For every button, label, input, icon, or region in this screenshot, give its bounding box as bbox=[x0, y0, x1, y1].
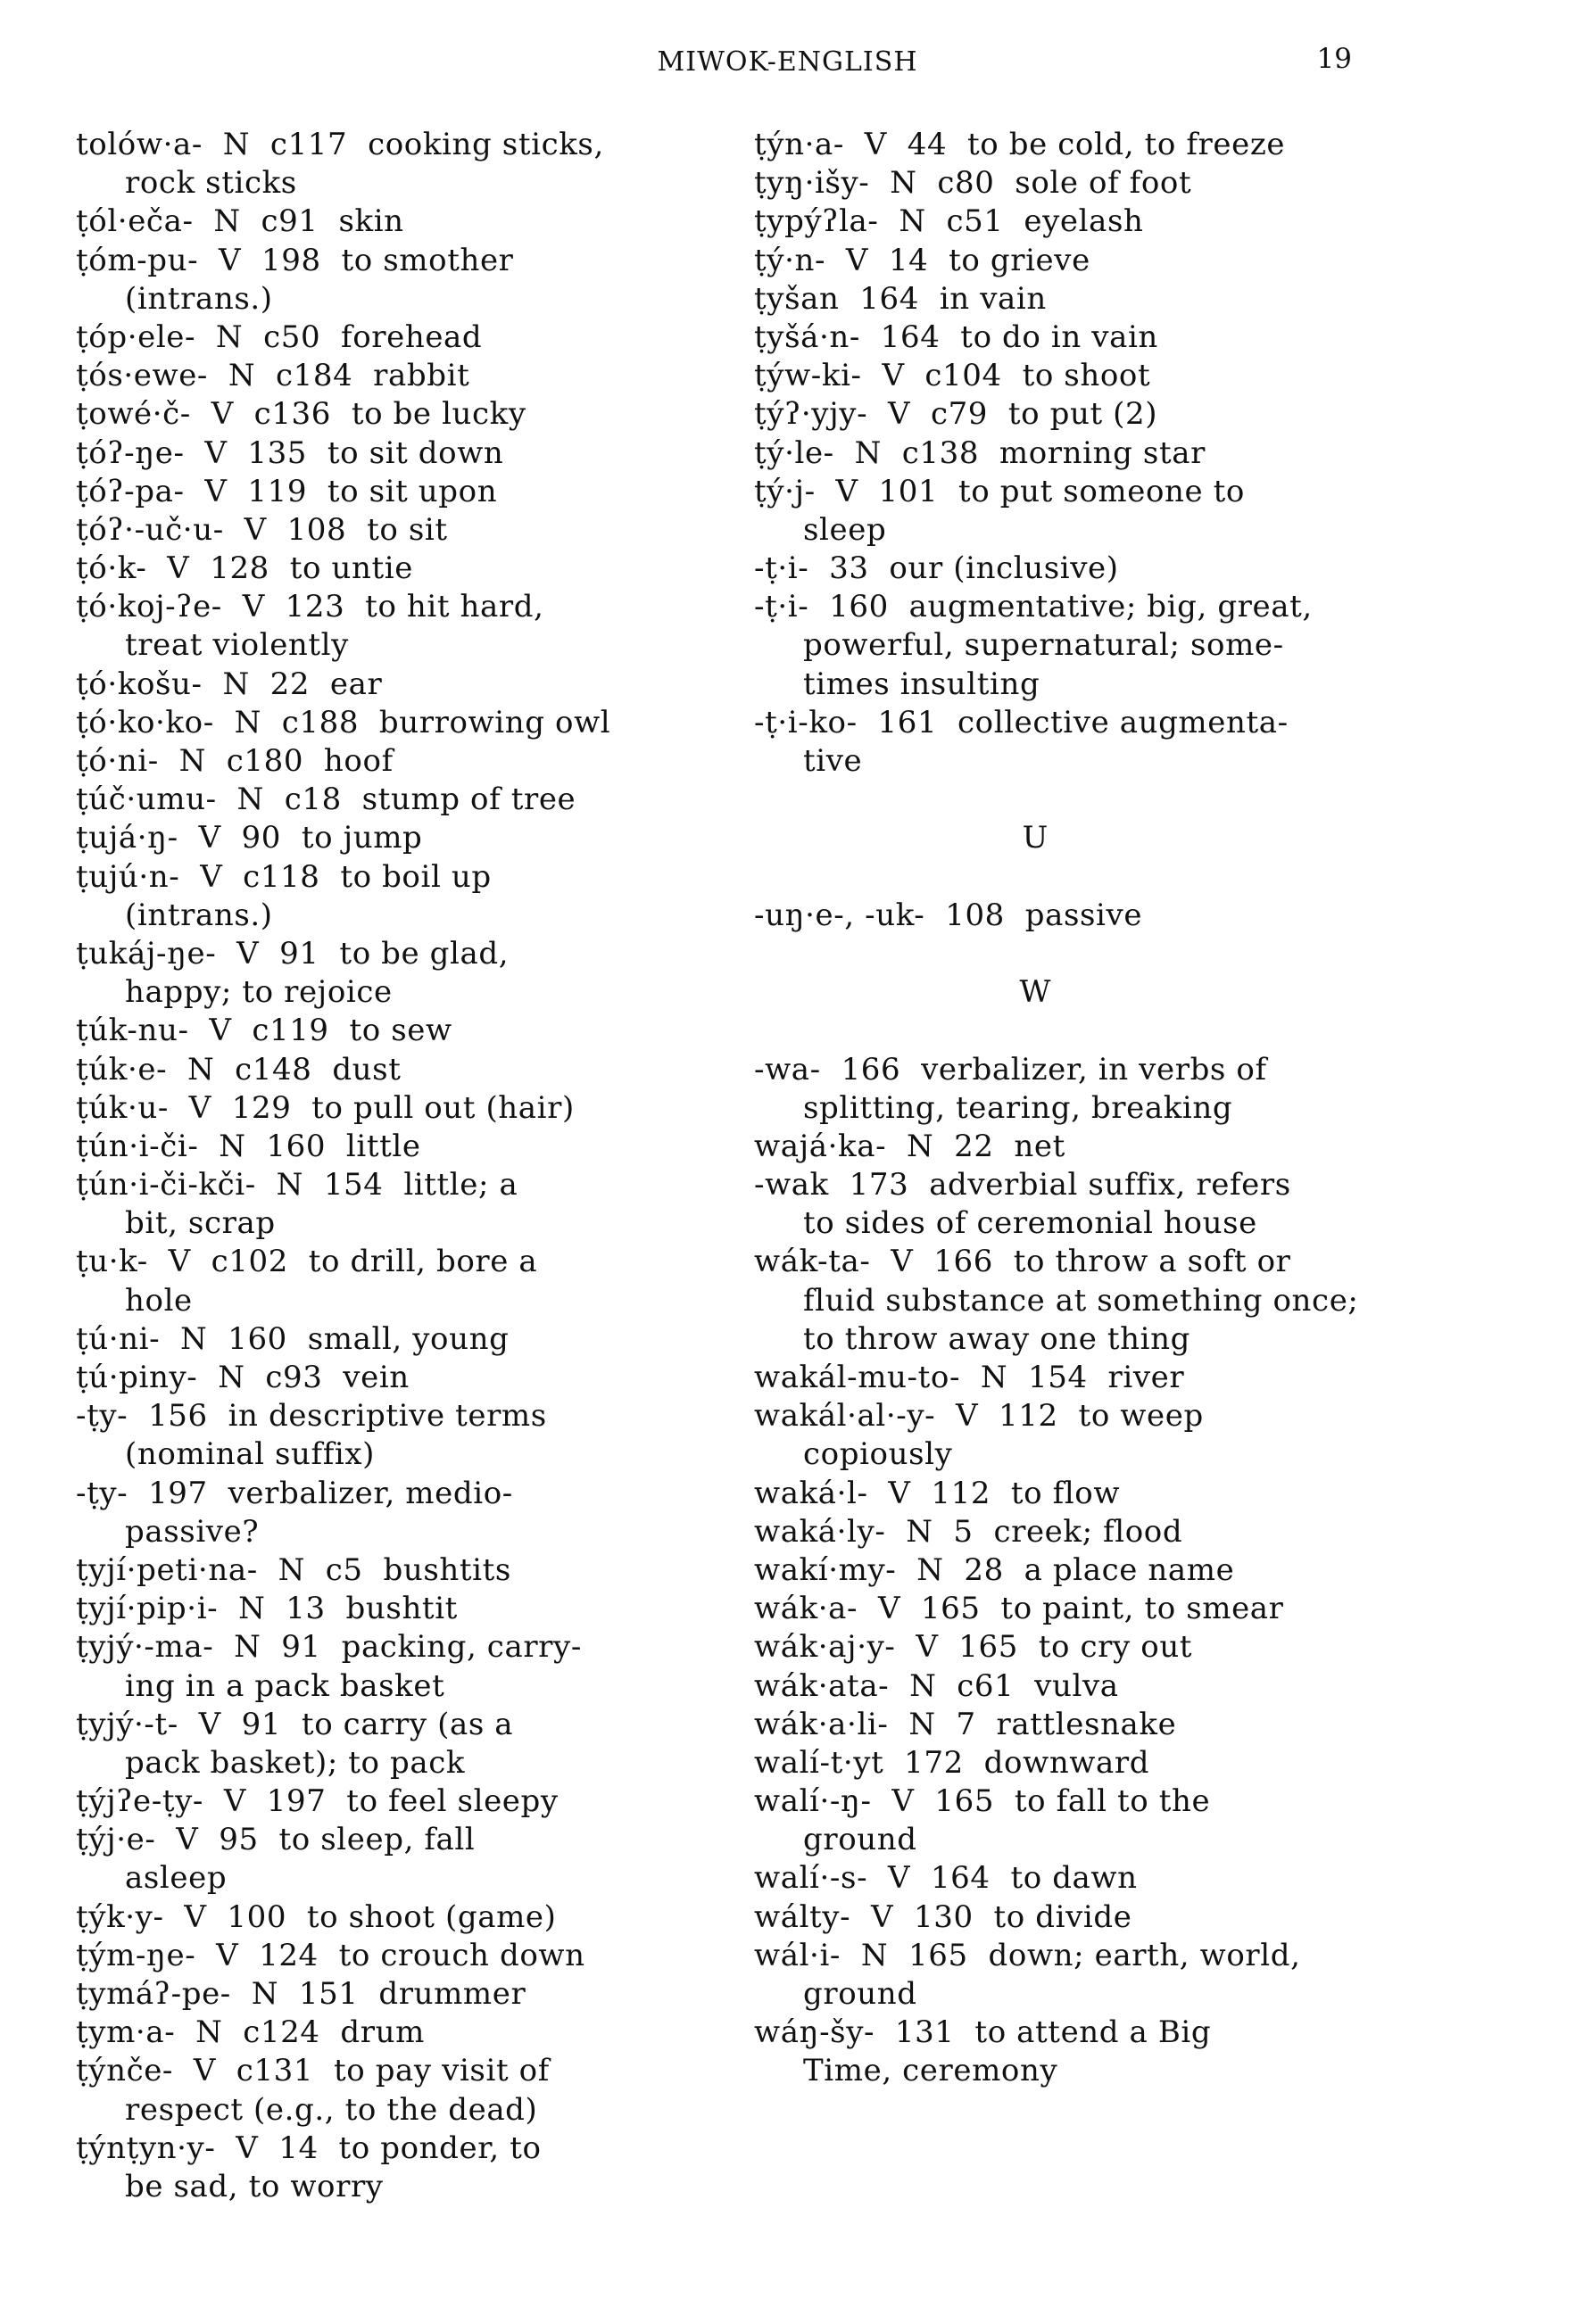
entry-line: ṭyjí·peti·na- N c5 bushtits bbox=[76, 1551, 511, 1588]
entry-line: wakí·my- N 28 a place name bbox=[754, 1551, 1235, 1588]
entry-line: ṭyjí·pip·i- N 13 bushtit bbox=[76, 1591, 458, 1627]
entry-line: ṭú·ni- N 160 small, young bbox=[76, 1320, 510, 1357]
left-column bbox=[76, 126, 754, 2206]
entry-line: -wak 173 adverbial suffix, refers bbox=[754, 1167, 1291, 1203]
entry-line: ṭóʔ-pa- V 119 to sit upon bbox=[76, 473, 498, 509]
entry-line: ṭún·i-či-kči- N 154 little; a bbox=[76, 1167, 518, 1203]
entry-line: ṭúk-nu- V c119 to sew bbox=[76, 1013, 452, 1049]
entry-line: ṭýʔ·yjy- V c79 to put (2) bbox=[754, 396, 1158, 433]
entry-line: ṭý·le- N c138 morning star bbox=[754, 434, 1206, 471]
entry-continuation: rock sticks bbox=[125, 165, 297, 202]
entry-continuation: respect (e.g., to the dead) bbox=[125, 2091, 538, 2128]
entry-line: wakál·al·-y- V 112 to weep bbox=[754, 1398, 1204, 1435]
entry-continuation: passive? bbox=[125, 1513, 260, 1550]
entry-line: waká·l- V 112 to flow bbox=[754, 1475, 1121, 1511]
entry-continuation: splitting, tearing, breaking bbox=[803, 1089, 1233, 1126]
entry-line: ṭúč·umu- N c18 stump of tree bbox=[76, 782, 576, 818]
entry-continuation: pack basket); to pack bbox=[125, 1744, 466, 1781]
page-number: 19 bbox=[1316, 43, 1352, 75]
entry-continuation: to sides of ceremonial house bbox=[803, 1205, 1257, 1242]
entry-line: ṭým-ŋe- V 124 to crouch down bbox=[76, 1937, 585, 1973]
entry-continuation: (nominal suffix) bbox=[125, 1436, 376, 1473]
entry-line: ṭyŋ·išy- N c80 sole of foot bbox=[754, 165, 1192, 202]
entry-line: ṭýjʔe-ṭy- V 197 to feel sleepy bbox=[76, 1783, 559, 1820]
entry-line: ṭóʔ·-uč·u- V 108 to sit bbox=[76, 511, 448, 548]
entry-continuation: to throw away one thing bbox=[803, 1320, 1190, 1357]
entry-continuation: treat violently bbox=[125, 627, 349, 664]
entry-line: wák-ta- V 166 to throw a soft or bbox=[754, 1244, 1291, 1280]
entry-line: -ṭ·i-ko- 161 collective augmenta- bbox=[754, 704, 1289, 740]
entry-line: ṭu·k- V c102 to drill, bore a bbox=[76, 1244, 538, 1280]
entry-line: walí·-s- V 164 to dawn bbox=[754, 1860, 1138, 1897]
entry-line: ṭý·n- V 14 to grieve bbox=[754, 242, 1090, 278]
entry-line: -ṭ·i- 160 augmentative; big, great, bbox=[754, 589, 1313, 625]
entry-continuation: (intrans.) bbox=[125, 897, 273, 933]
entry-line: waká·ly- N 5 creek; flood bbox=[754, 1513, 1183, 1550]
entry-line: wák·a·li- N 7 rattlesnake bbox=[754, 1706, 1177, 1742]
entry-line: -ṭ·i- 33 our (inclusive) bbox=[754, 550, 1119, 587]
entry-line: ṭó·ko·ko- N c188 burrowing owl bbox=[76, 704, 611, 740]
entry-line: -wa- 166 verbalizer, in verbs of bbox=[754, 1051, 1267, 1088]
entry-line: ṭúk·e- N c148 dust bbox=[76, 1051, 402, 1088]
entry-line: ṭýj·e- V 95 to sleep, fall bbox=[76, 1822, 476, 1858]
entry-line: wáŋ-šy- 131 to attend a Big bbox=[754, 2014, 1212, 2051]
entry-line: ṭóp·ele- N c50 forehead bbox=[76, 318, 483, 355]
entry-line: ṭujá·ŋ- V 90 to jump bbox=[76, 820, 423, 856]
entry-continuation: bit, scrap bbox=[125, 1205, 276, 1242]
entry-continuation: ing in a pack basket bbox=[125, 1667, 445, 1704]
entry-continuation: asleep bbox=[125, 1860, 228, 1897]
entry-line: wák·ata- N c61 vulva bbox=[754, 1667, 1119, 1704]
entry-line: wák·aj·y- V 165 to cry out bbox=[754, 1629, 1193, 1666]
entry-line: ṭymáʔ-pe- N 151 drummer bbox=[76, 1976, 526, 2012]
right-column bbox=[754, 126, 1432, 2091]
entry-line: ṭýnče- V c131 to pay visit of bbox=[76, 2053, 550, 2089]
entry-line: ṭó·k- V 128 to untie bbox=[76, 550, 413, 587]
entry-line: ṭós·ewe- N c184 rabbit bbox=[76, 358, 470, 394]
entry-line: tolów·a- N c117 cooking sticks, bbox=[76, 127, 604, 162]
entry-continuation: Time, ceremony bbox=[803, 2053, 1058, 2089]
section-heading-u: U bbox=[1022, 820, 1049, 856]
entry-continuation: happy; to rejoice bbox=[125, 974, 393, 1011]
entry-continuation: be sad, to worry bbox=[125, 2168, 384, 2204]
entry-line: ṭó·košu- N 22 ear bbox=[76, 666, 383, 702]
entry-line: ṭujú·n- V c118 to boil up bbox=[76, 858, 492, 895]
entry-line: -uŋ·e-, -uk- 108 passive bbox=[754, 897, 1143, 933]
entry-continuation: ground bbox=[803, 1822, 917, 1858]
entry-line: wakál-mu-to- N 154 river bbox=[754, 1360, 1185, 1396]
entry-line: walí-t·yt 172 downward bbox=[754, 1744, 1150, 1781]
entry-line: -ṭy- 197 verbalizer, medio- bbox=[76, 1475, 513, 1511]
entry-continuation: copiously bbox=[803, 1436, 953, 1473]
entry-line: ṭýn·a- V 44 to be cold, to freeze bbox=[754, 127, 1286, 162]
entry-line: wál·i- N 165 down; earth, world, bbox=[754, 1937, 1301, 1973]
entry-line: ṭýk·y- V 100 to shoot (game) bbox=[76, 1898, 557, 1935]
entry-line: ṭym·a- N c124 drum bbox=[76, 2014, 425, 2051]
entry-line: ṭóʔ-ŋe- V 135 to sit down bbox=[76, 434, 504, 471]
entry-line: ṭyjý·-ma- N 91 packing, carry- bbox=[76, 1629, 582, 1666]
entry-line: ṭóm-pu- V 198 to smother bbox=[76, 242, 514, 278]
entry-line: ṭýnṭyn·y- V 14 to ponder, to bbox=[76, 2130, 542, 2166]
entry-line: ṭún·i-či- N 160 little bbox=[76, 1128, 421, 1164]
entry-continuation: times insulting bbox=[803, 666, 1040, 702]
entry-line: -ṭy- 156 in descriptive terms bbox=[76, 1398, 547, 1435]
entry-line: wák·a- V 165 to paint, to smear bbox=[754, 1591, 1284, 1627]
entry-line: wálty- V 130 to divide bbox=[754, 1898, 1132, 1935]
entry-line: ṭypýʔla- N c51 eyelash bbox=[754, 203, 1144, 240]
entry-line: ṭyšá·n- 164 to do in vain bbox=[754, 318, 1158, 355]
entry-continuation: hole bbox=[125, 1282, 193, 1319]
entry-continuation: ground bbox=[803, 1976, 917, 2013]
entry-line: ṭú·piny- N c93 vein bbox=[76, 1360, 410, 1395]
entry-continuation: fluid substance at something once; bbox=[803, 1282, 1359, 1319]
entry-line: wajá·ka- N 22 net bbox=[754, 1128, 1065, 1164]
entry-line: ṭyjý·-t- V 91 to carry (as a bbox=[76, 1706, 514, 1742]
entry-line: ṭó·ni- N c180 hoof bbox=[76, 743, 394, 779]
entry-line: ṭowé·č- V c136 to be lucky bbox=[76, 396, 526, 433]
entry-line: ṭyšan 164 in vain bbox=[754, 280, 1047, 317]
entry-line: ṭukáj-ŋe- V 91 to be glad, bbox=[76, 935, 510, 972]
entry-line: walí·-ŋ- V 165 to fall to the bbox=[754, 1783, 1211, 1820]
entry-line: ṭúk·u- V 129 to pull out (hair) bbox=[76, 1089, 575, 1126]
entry-line: ṭý·j- V 101 to put someone to bbox=[754, 473, 1245, 509]
running-title: MIWOK-ENGLISH bbox=[657, 46, 918, 78]
section-heading-w: W bbox=[1019, 974, 1051, 1011]
entry-continuation: sleep bbox=[803, 511, 887, 548]
entry-continuation: tive bbox=[803, 743, 863, 779]
entry-line: ṭýw-ki- V c104 to shoot bbox=[754, 358, 1151, 394]
entry-line: ṭól·eča- N c91 skin bbox=[76, 203, 404, 240]
entry-continuation: (intrans.) bbox=[125, 280, 273, 317]
entry-line: ṭó·koj-ʔe- V 123 to hit hard, bbox=[76, 589, 544, 625]
page-header bbox=[0, 43, 1575, 91]
entry-continuation: powerful, supernatural; some- bbox=[803, 627, 1284, 664]
